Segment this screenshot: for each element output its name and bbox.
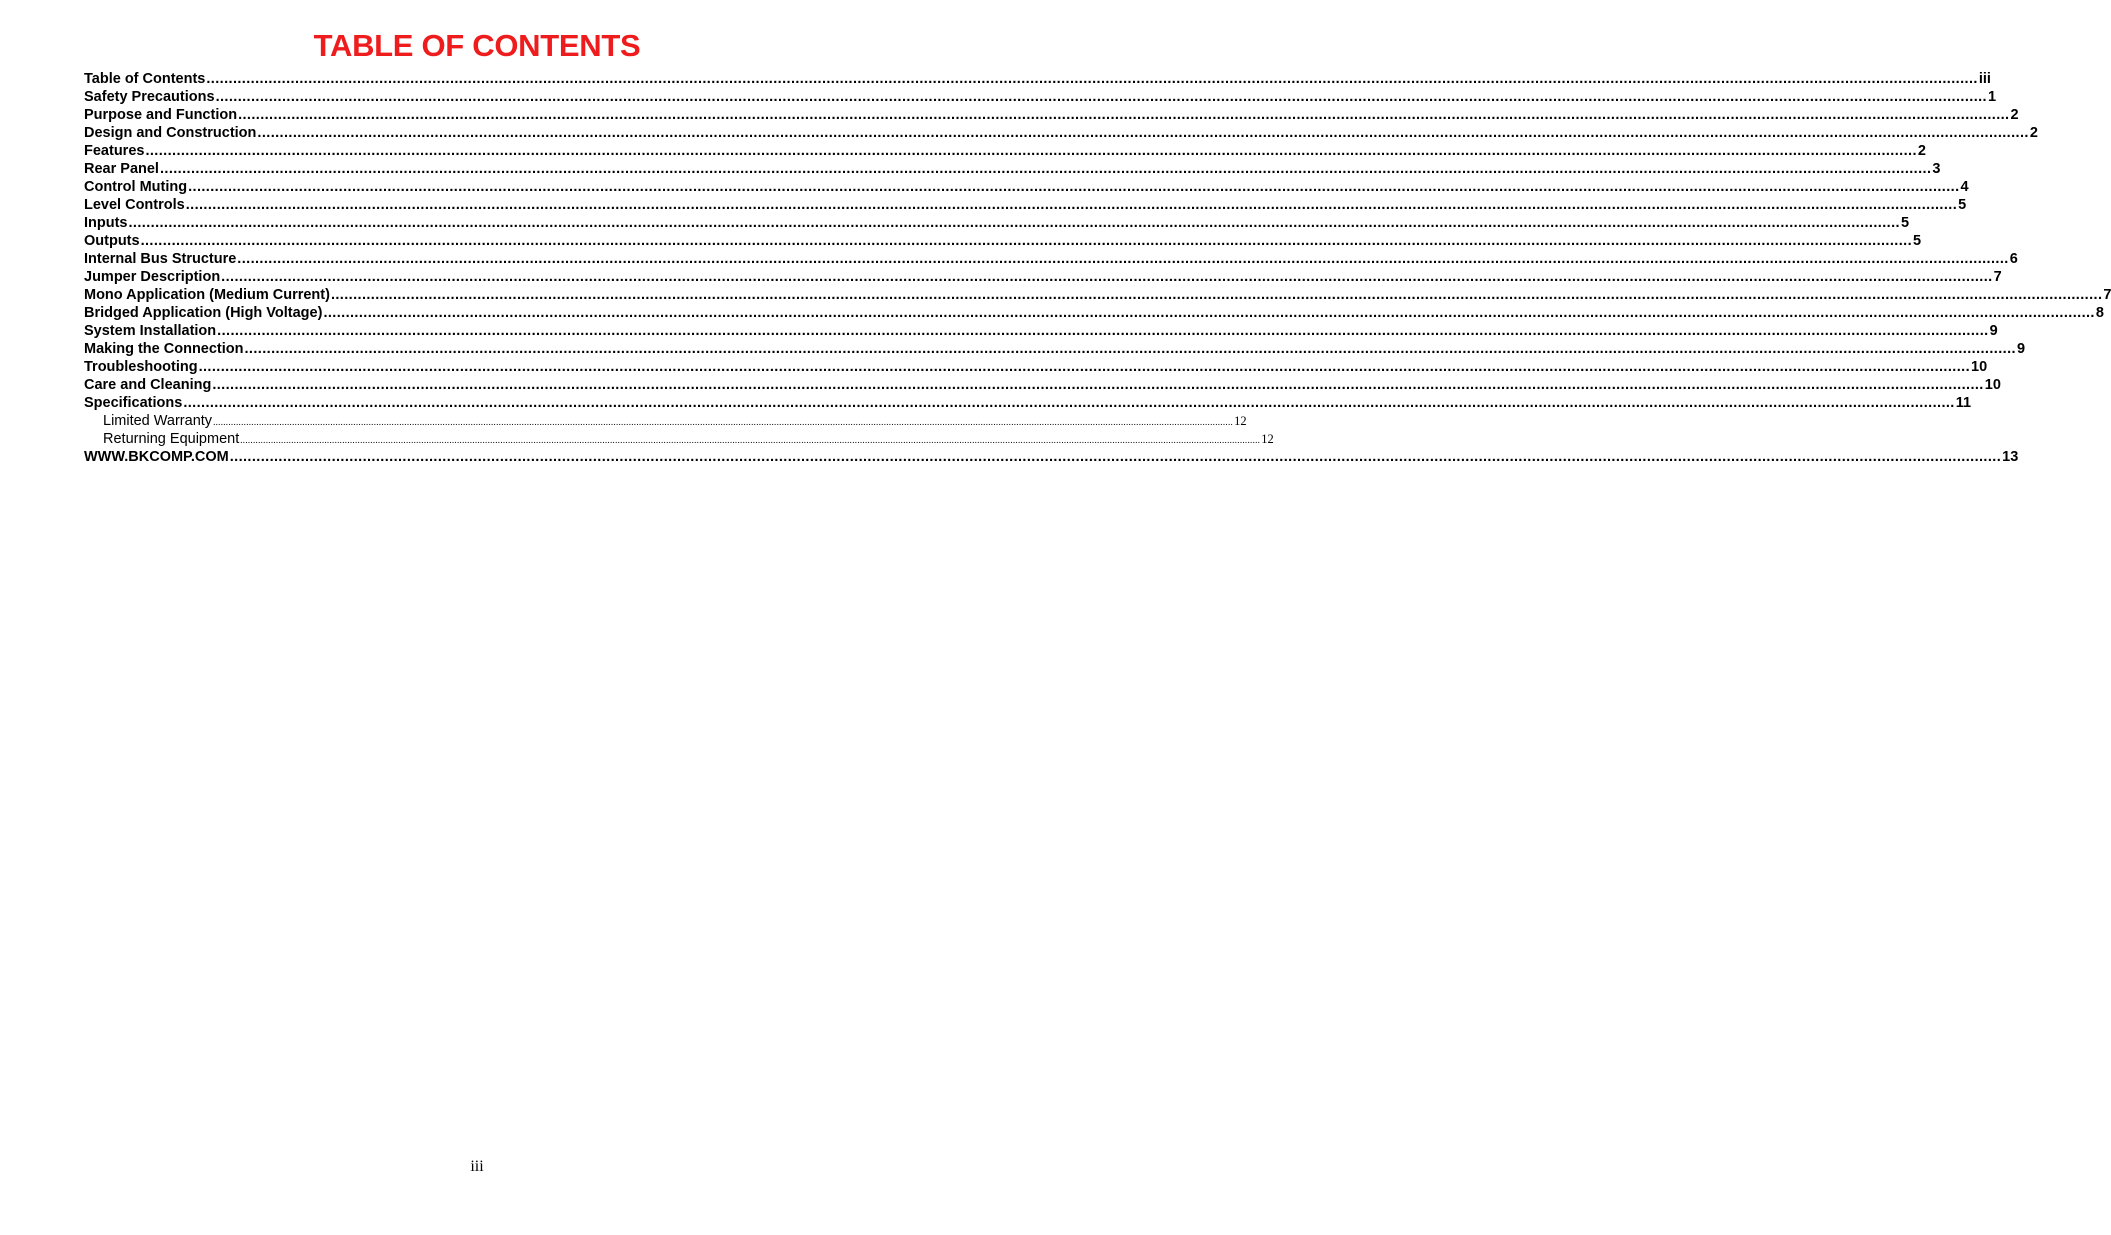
toc-entry[interactable]	[84, 70, 1991, 88]
toc-dot-leader: ................................................................................................................................................................................................................................................................................................................................................................................................................	[237, 251, 2009, 267]
toc-entry-label: Returning Equipment	[103, 431, 240, 447]
toc-entry-page: 4	[1960, 179, 1969, 195]
toc-entry[interactable]	[84, 304, 2104, 322]
toc-entry[interactable]	[84, 232, 1922, 250]
toc-entry[interactable]	[84, 286, 2111, 304]
toc-entry[interactable]	[84, 106, 2019, 124]
toc-entry-page: 1	[1988, 89, 1997, 105]
toc-entry-page: 6	[2009, 251, 2018, 267]
toc-entry-label: Jumper Description	[84, 269, 221, 285]
toc-entry[interactable]	[84, 448, 2019, 466]
toc-dot-leader: ................................................................................................................................................................................................................................................................................................................................................................................................................	[212, 377, 1984, 393]
toc-dot-leader: ................................................................................................................................................................................................................................................................................................................................................................................................................	[257, 125, 2029, 141]
toc-entry-page: 13	[2002, 449, 2019, 465]
toc-entry-label: Safety Precautions	[84, 89, 215, 105]
toc-entry-label: Troubleshooting	[84, 359, 198, 375]
toc-entry[interactable]	[84, 178, 1969, 196]
toc-dot-leader: ................................................................................................................................................................................................................................................................................................................................................................................................................	[213, 417, 1234, 427]
toc-dot-leader: ................................................................................................................................................................................................................................................................................................................................................................................................................	[145, 143, 1917, 159]
table-of-contents	[84, 70, 2111, 466]
toc-entry-page: 5	[1913, 233, 1922, 249]
toc-entry-label: Specifications	[84, 395, 183, 411]
toc-entry-label: Making the Connection	[84, 341, 244, 357]
toc-entry-page: 9	[2016, 341, 2026, 357]
toc-entry-page: 2	[2029, 125, 2038, 141]
toc-entry[interactable]	[84, 412, 1247, 430]
toc-entry[interactable]	[84, 124, 2038, 142]
toc-entry-page: 11	[1955, 395, 1972, 411]
toc-entry-label: Outputs	[84, 233, 140, 249]
toc-entry-page: 5	[1958, 197, 1967, 213]
toc-entry-label: WWW.BKCOMP.COM	[84, 449, 229, 465]
toc-entry[interactable]	[84, 196, 1967, 214]
toc-entry[interactable]	[84, 430, 1274, 448]
page-title: TABLE OF CONTENTS	[313, 28, 641, 63]
toc-dot-leader: ................................................................................................................................................................................................................................................................................................................................................................................................................	[128, 215, 1900, 231]
toc-dot-leader: ................................................................................................................................................................................................................................................................................................................................................................................................................	[140, 233, 1913, 249]
toc-entry-page: 2	[2010, 107, 2019, 123]
toc-entry-page: iii	[1978, 71, 1991, 87]
page-number: iii	[470, 1158, 484, 1175]
toc-entry-label: Design and Construction	[84, 125, 257, 141]
toc-entry-page: 2	[1917, 143, 1926, 159]
toc-entry-page: 9	[1989, 323, 1998, 339]
toc-entry-label: System Installation	[84, 323, 217, 339]
toc-entry[interactable]	[84, 268, 2002, 286]
toc-entry[interactable]	[84, 214, 1910, 232]
toc-dot-leader: ................................................................................................................................................................................................................................................................................................................................................................................................................	[229, 449, 2002, 465]
toc-entry[interactable]	[84, 250, 2018, 268]
toc-entry-label: Mono Application (Medium Current)	[84, 287, 330, 303]
toc-dot-leader: ................................................................................................................................................................................................................................................................................................................................................................................................................	[240, 435, 1261, 445]
toc-entry[interactable]	[84, 142, 1926, 160]
toc-entry-label: Inputs	[84, 215, 128, 231]
toc-entry[interactable]	[84, 358, 1988, 376]
toc-dot-leader: ................................................................................................................................................................................................................................................................................................................................................................................................................	[244, 341, 2016, 357]
toc-entry[interactable]	[84, 160, 1941, 178]
toc-dot-leader: ................................................................................................................................................................................................................................................................................................................................................................................................................	[188, 179, 1960, 195]
toc-dot-leader: ................................................................................................................................................................................................................................................................................................................................................................................................................	[183, 395, 1955, 411]
toc-entry-label: Table of Contents	[84, 71, 206, 87]
toc-dot-leader: ................................................................................................................................................................................................................................................................................................................................................................................................................	[185, 197, 1958, 213]
toc-entry-page: 12	[1261, 432, 1274, 446]
toc-entry-label: Features	[84, 143, 145, 159]
toc-dot-leader: ................................................................................................................................................................................................................................................................................................................................................................................................................	[159, 161, 1932, 177]
toc-entry-label: Purpose and Function	[84, 107, 238, 123]
toc-entry-page: 5	[1900, 215, 1910, 231]
toc-entry-page: 3	[1932, 161, 1941, 177]
toc-entry-page: 10	[1971, 359, 1988, 375]
toc-entry[interactable]	[84, 88, 1997, 106]
toc-entry-label: Bridged Application (High Voltage)	[84, 305, 323, 321]
toc-dot-leader: ................................................................................................................................................................................................................................................................................................................................................................................................................	[215, 89, 1987, 105]
toc-entry-label: Care and Cleaning	[84, 377, 212, 393]
toc-dot-leader: ................................................................................................................................................................................................................................................................................................................................................................................................................	[238, 107, 2010, 123]
toc-dot-leader: ................................................................................................................................................................................................................................................................................................................................................................................................................	[198, 359, 1971, 375]
toc-entry[interactable]	[84, 376, 2001, 394]
toc-entry-label: Limited Warranty	[103, 413, 213, 429]
toc-dot-leader: ................................................................................................................................................................................................................................................................................................................................................................................................................	[217, 323, 1989, 339]
toc-dot-leader: ................................................................................................................................................................................................................................................................................................................................................................................................................	[330, 287, 2103, 303]
toc-entry[interactable]	[84, 394, 1972, 412]
toc-dot-leader: ................................................................................................................................................................................................................................................................................................................................................................................................................	[323, 305, 2095, 321]
toc-entry-label: Control Muting	[84, 179, 188, 195]
toc-entry-page: 10	[1984, 377, 2001, 393]
toc-entry-page: 8	[2095, 305, 2104, 321]
toc-entry-page: 7	[1993, 269, 2002, 285]
toc-entry-page: 12	[1234, 414, 1247, 428]
toc-dot-leader: ................................................................................................................................................................................................................................................................................................................................................................................................................	[206, 71, 1978, 87]
toc-entry-label: Level Controls	[84, 197, 185, 213]
toc-entry-label: Rear Panel	[84, 161, 159, 177]
toc-dot-leader: ................................................................................................................................................................................................................................................................................................................................................................................................................	[221, 269, 1993, 285]
toc-entry[interactable]	[84, 340, 2026, 358]
toc-entry[interactable]	[84, 322, 1998, 340]
toc-entry-label: Internal Bus Structure	[84, 251, 237, 267]
toc-entry-page: 7	[2103, 287, 2111, 303]
